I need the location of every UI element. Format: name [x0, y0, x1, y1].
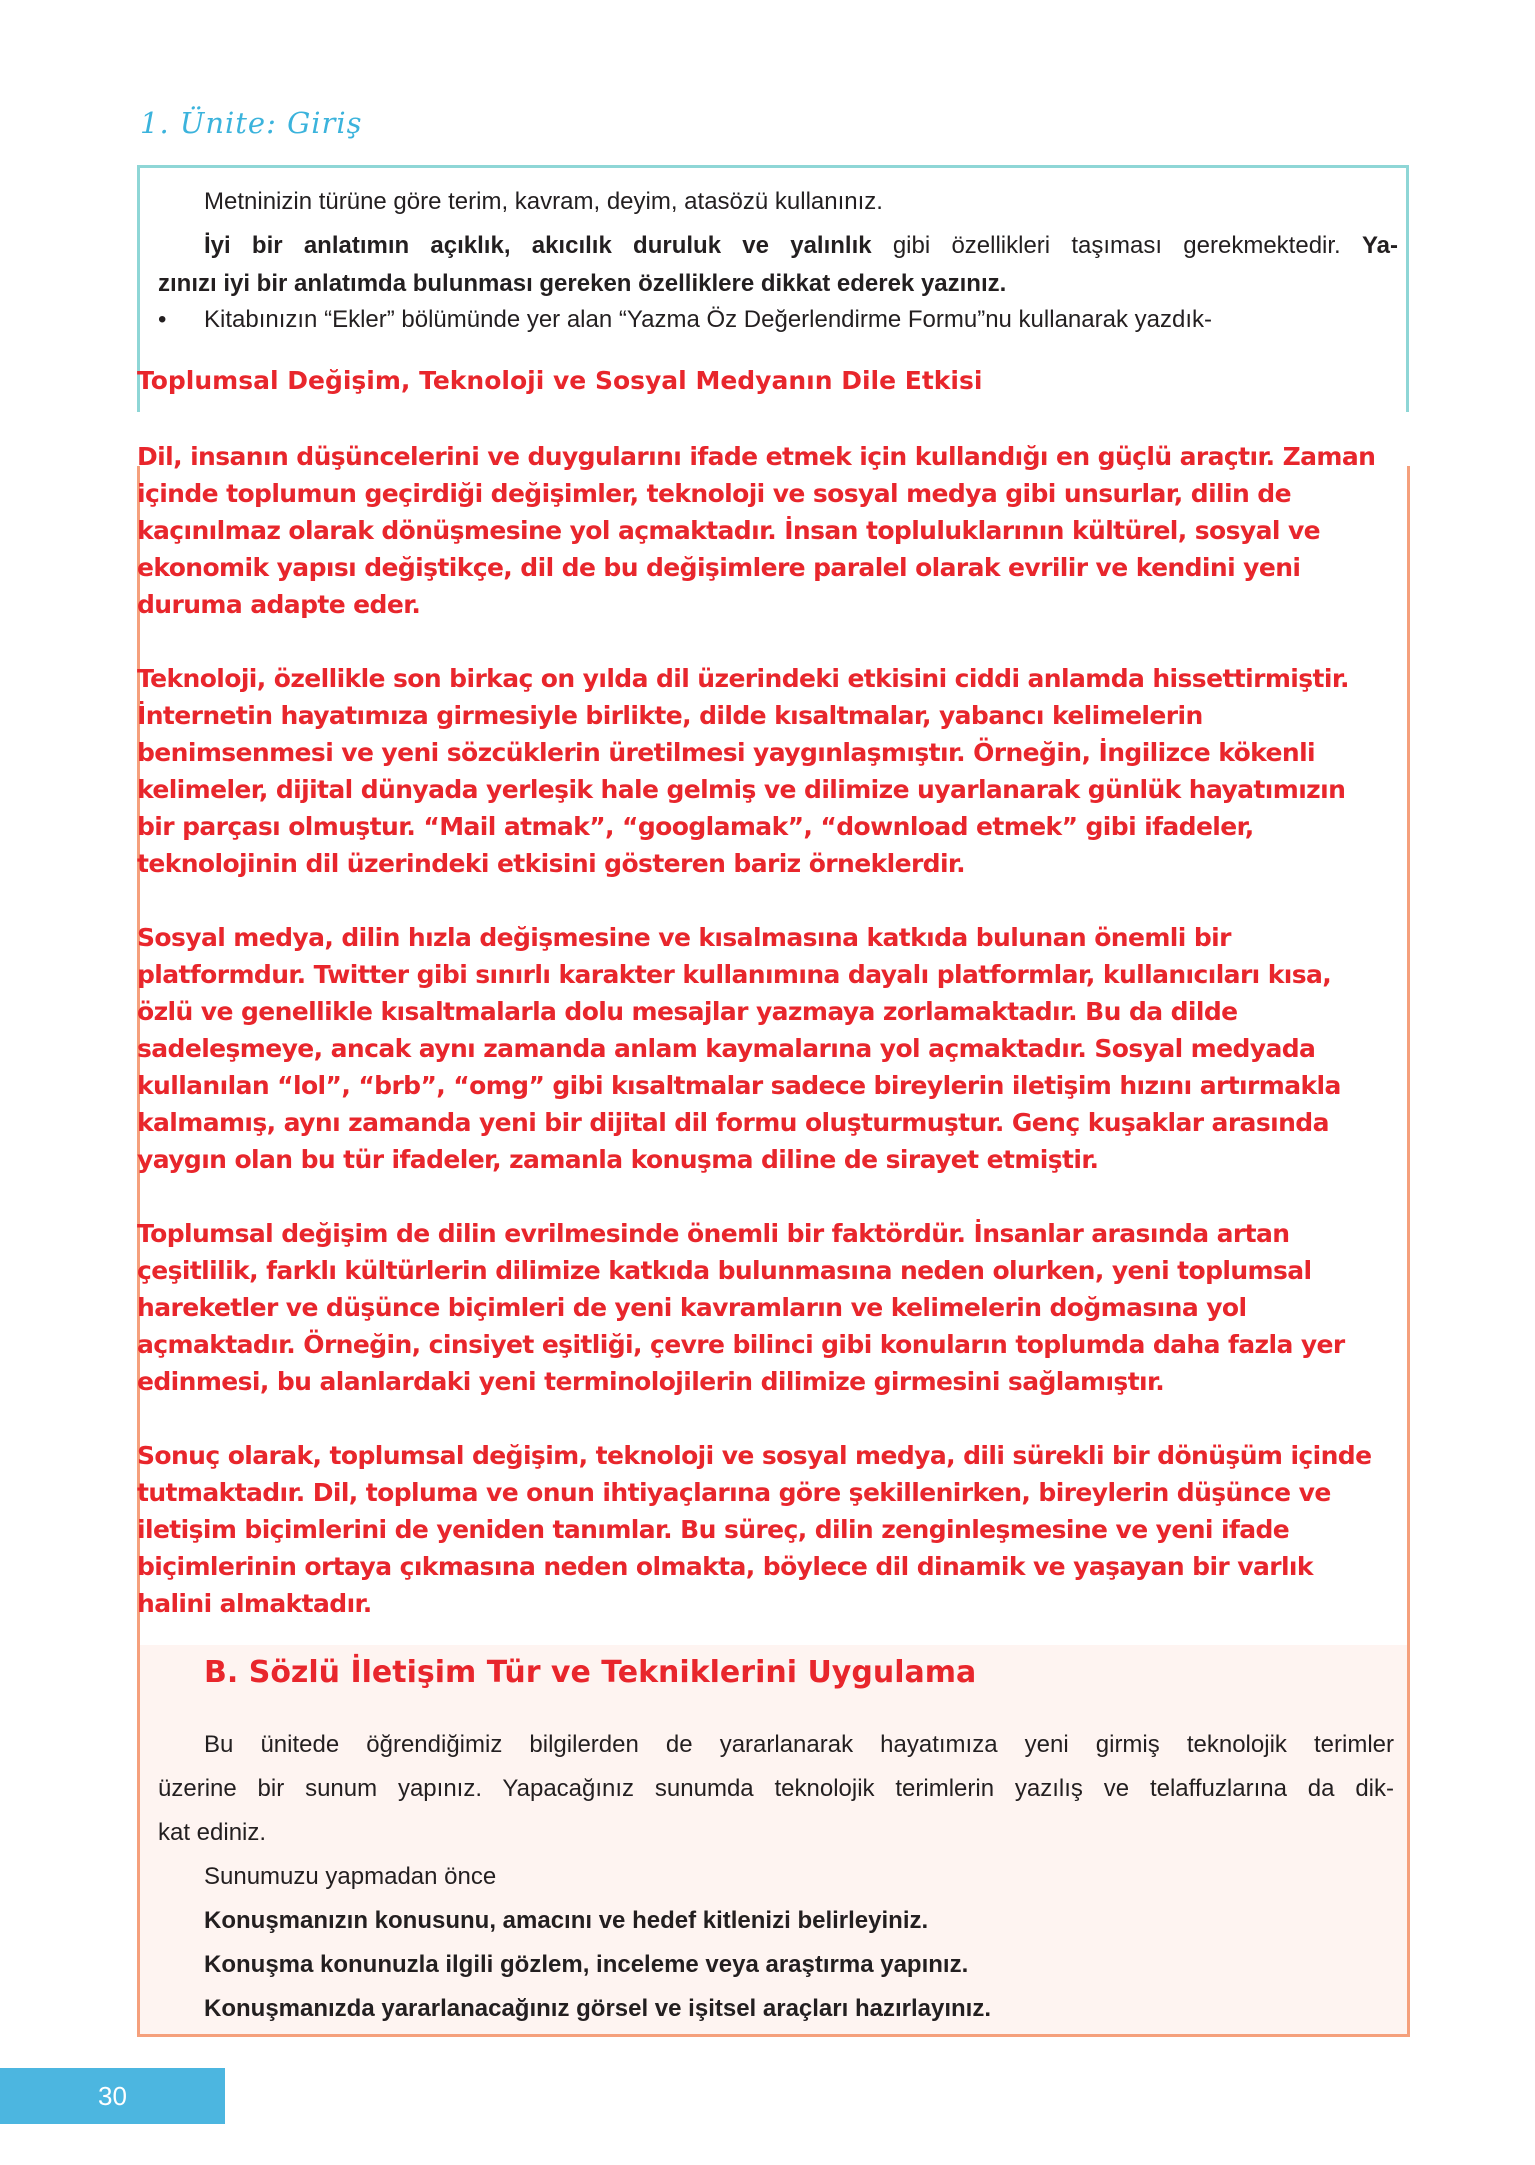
essay-line: Sosyal medya, dilin hızla değişmesine ve kısalmasına katkıda bulunan önemli bir [137, 923, 1231, 952]
essay-line: duruma adapte eder. [137, 590, 421, 619]
bullet-icon: • [158, 306, 167, 333]
section-b-step-2 [158, 1943, 1394, 1987]
essay-line: ekonomik yapısı değiştikçe, dil de bu değişimlere paralel olarak evrilir ve kendini yeni [137, 553, 1301, 582]
section-b-intro: Sunumuzu yapmadan önce [204, 1863, 497, 1890]
top-paragraph-2 [158, 227, 1398, 265]
section-b-line-2: üzerine bir sunum yapınız. Yapacağınız sunumda teknolojik terimlerin yazılış ve telaffuzlarına da dik- [158, 1775, 1394, 1802]
normal-phrase: gibi özellikleri taşıması gerekmektedir. [871, 232, 1362, 259]
section-b-line-3: kat ediniz. [158, 1819, 267, 1846]
essay-line: Toplumsal değişim de dilin evrilmesinde önemli bir faktördür. İnsanlar arasında artan [137, 1219, 1290, 1248]
essay-line: Teknoloji, özellikle son birkaç on yılda dil üzerindeki etkisini ciddi anlamda hissettirmiştir. [137, 664, 1349, 693]
essay-line: açmaktadır. Örneğin, cinsiyet eşitliği, çevre bilinci gibi konuların toplumda daha fazla yer [137, 1330, 1345, 1359]
bullet-item [158, 301, 1398, 339]
essay-body [137, 438, 1407, 1659]
essay-paragraph-2 [137, 660, 1407, 882]
top-line-1: Metninizin türüne göre terim, kavram, deyim, atasözü kullanınız. [204, 188, 883, 215]
essay-line: kaçınılmaz olarak dönüşmesine yol açmaktadır. İnsan topluluklarının kültürel, sosyal ve [137, 516, 1320, 545]
top-box-text [158, 183, 1398, 339]
essay-line: İnternetin hayatımıza girmesiyle birlikte, dilde kısaltmalar, yabancı kelimelerin [137, 701, 1203, 730]
section-b-line-1: Bu ünitede öğrendiğimiz bilgilerden de yararlanarak hayatımıza yeni girmiş teknolojik terimler [204, 1731, 1394, 1758]
step-text: Konuşmanızın konusunu, amacını ve hedef kitlenizi belirleyiniz. [204, 1907, 929, 1934]
top-paragraph-2-line-2 [158, 265, 1398, 303]
essay-line: özlü ve genellikle kısaltmalarla dolu mesajlar yazmaya zorlamaktadır. Bu da dilde [137, 997, 1238, 1026]
bullet-text: Kitabınızın “Ekler” bölümünde yer alan “Yazma Öz Değerlendirme Formu”nu kullanarak yazdık- [204, 306, 1212, 333]
step-text: Konuşma konunuzla ilgili gözlem, inceleme veya araştırma yapınız. [204, 1951, 969, 1978]
essay-line: bir parçası olmuştur. “Mail atmak”, “googlamak”, “download etmek” gibi ifadeler, [137, 812, 1254, 841]
unit-header: 1. Ünite: Giriş [140, 106, 363, 140]
section-b-step-1 [158, 1899, 1394, 1943]
essay-paragraph-4 [137, 1215, 1407, 1400]
essay-line: kullanılan “lol”, “brb”, “omg” gibi kısaltmalar sadece bireylerin iletişim hızını artırmakla [137, 1071, 1341, 1100]
essay-line: tutmaktadır. Dil, topluma ve onun ihtiyaçlarına göre şekillenirken, bireylerin düşünce ve [137, 1478, 1331, 1507]
essay-line: hareketler ve düşünce biçimleri de yeni kavramların ve kelimelerin doğmasına yol [137, 1293, 1247, 1322]
bold-phrase: İyi bir anlatımın açıklık, akıcılık duruluk ve yalınlık [204, 232, 872, 259]
section-b-text [158, 1723, 1394, 2031]
essay-line: iletişim biçimlerini de yeniden tanımlar. Bu süreç, dilin zenginleşmesine ve yeni ifade [137, 1515, 1290, 1544]
essay-line: Dil, insanın düşüncelerini ve duygularını ifade etmek için kullandığı en güçlü araçtır. Zaman [137, 442, 1376, 471]
essay-line: platformdur. Twitter gibi sınırlı karakter kullanımına dayalı platformlar, kullanıcıları kısa, [137, 960, 1332, 989]
essay-line: yaygın olan bu tür ifadeler, zamanla konuşma diline de sirayet etmiştir. [137, 1145, 1099, 1174]
bold-line: zınızı iyi bir anlatımda bulunması gereken özelliklere dikkat ederek yazınız. [158, 270, 1007, 297]
essay-line: çeşitlilik, farklı kültürlerin dilimize katkıda bulunmasına neden olurken, yeni toplumsal [137, 1256, 1312, 1285]
essay-line: benimsenmesi ve yeni sözcüklerin üretilmesi yaygınlaşmıştır. Örneğin, İngilizce kökenli [137, 738, 1316, 767]
essay-line: kelimeler, dijital dünyada yerleşik hale gelmiş ve dilimize uyarlanarak günlük hayatımızın [137, 775, 1346, 804]
section-b-step-3 [158, 1987, 1394, 2031]
essay-line: biçimlerinin ortaya çıkmasına neden olmakta, böylece dil dinamik ve yaşayan bir varlık [137, 1552, 1313, 1581]
essay-line: içinde toplumun geçirdiği değişimler, teknoloji ve sosyal medya gibi unsurlar, dilin de [137, 479, 1291, 508]
essay-paragraph-1 [137, 438, 1407, 623]
essay-line: teknolojinin dil üzerindeki etkisini gösteren bariz örneklerdir. [137, 849, 965, 878]
essay-line: sadeleşmeye, ancak aynı zamanda anlam kaymalarına yol açmaktadır. Sosyal medyada [137, 1034, 1316, 1063]
essay-line: halini almaktadır. [137, 1589, 372, 1618]
essay-line: Sonuç olarak, toplumsal değişim, teknoloji ve sosyal medya, dili sürekli bir dönüşüm içinde [137, 1441, 1372, 1470]
essay-paragraph-3 [137, 919, 1407, 1178]
bold-hyphen: Ya- [1361, 232, 1398, 259]
essay-line: kalmamış, aynı zamanda yeni bir dijital dil formu oluşturmuştur. Genç kuşaklar arasında [137, 1108, 1329, 1137]
essay-line: edinmesi, bu alanlardaki yeni terminolojilerin dilimize girmesini sağlamıştır. [137, 1367, 1165, 1396]
essay-title: Toplumsal Değişim, Teknoloji ve Sosyal Medyanın Dile Etkisi [137, 366, 983, 395]
essay-paragraph-5 [137, 1437, 1407, 1622]
step-text: Konuşmanızda yararlanacağınız görsel ve işitsel araçları hazırlayınız. [204, 1995, 991, 2022]
section-b-title: B. Sözlü İletişim Tür ve Tekniklerini Uygulama [204, 1655, 977, 1690]
page-number: 30 [0, 2068, 225, 2124]
